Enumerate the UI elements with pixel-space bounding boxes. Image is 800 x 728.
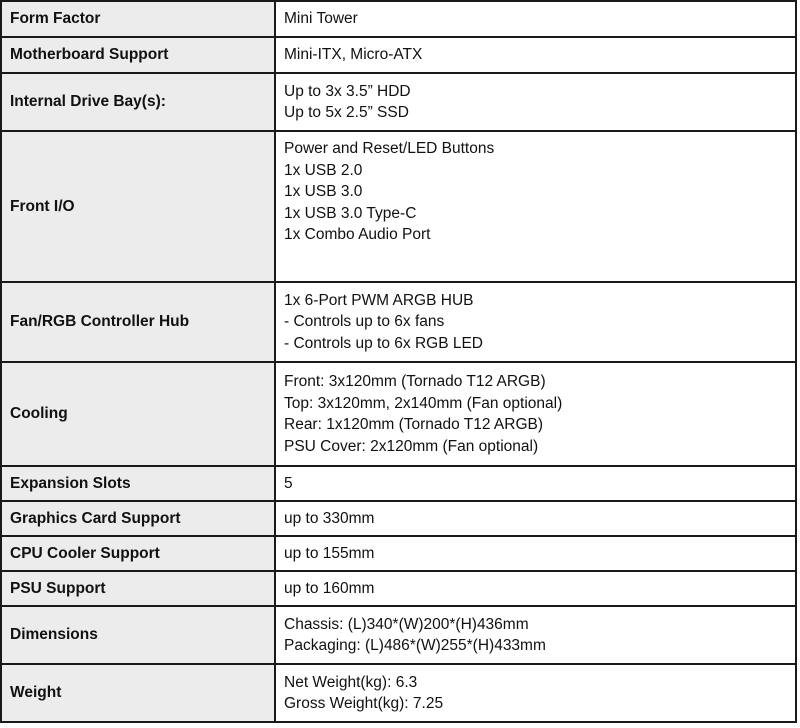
- spec-row-fan-rgb-controller-hub: [1, 282, 796, 362]
- spec-value-line: PSU Cover: 2x120mm (Fan optional): [284, 437, 539, 455]
- spec-row-graphics-card-support: [1, 501, 796, 536]
- spec-value: [275, 466, 796, 501]
- spec-value-line: Top: 3x120mm, 2x140mm (Fan optional): [284, 394, 563, 412]
- spec-value: [275, 1, 796, 37]
- spec-label: Cooling: [1, 362, 275, 466]
- spec-label: Form Factor: [1, 1, 275, 37]
- spec-row-front-io: [1, 131, 796, 282]
- spec-value-line: up to 160mm: [284, 579, 375, 597]
- spec-value-line: 5: [284, 474, 293, 492]
- spec-value: [275, 664, 796, 722]
- spec-value-line: 1x USB 3.0: [284, 183, 363, 200]
- spec-value-line: Up to 3x 3.5” HDD: [284, 82, 411, 100]
- spec-label: Weight: [1, 664, 275, 722]
- spec-value-line: Mini Tower: [284, 10, 358, 28]
- spec-value: [275, 37, 796, 73]
- spec-row-weight: [1, 664, 796, 722]
- spec-row-psu-support: [1, 571, 796, 606]
- spec-label: PSU Support: [1, 571, 275, 606]
- spec-label: Front I/O: [1, 131, 275, 282]
- spec-row-dimensions: [1, 606, 796, 664]
- spec-value-line: up to 155mm: [284, 544, 375, 562]
- spec-value-line: 1x USB 3.0 Type-C: [284, 204, 417, 222]
- spec-label: CPU Cooler Support: [1, 536, 275, 571]
- spec-value: [275, 606, 796, 664]
- spec-value-line: Rear: 1x120mm (Tornado T12 ARGB): [284, 416, 544, 433]
- spec-value: [275, 282, 796, 362]
- spec-label: Fan/RGB Controller Hub: [1, 282, 275, 362]
- spec-value-line: Net Weight(kg): 6.3: [284, 673, 418, 691]
- spec-value-line: Mini-ITX, Micro-ATX: [284, 46, 423, 64]
- spec-value-line: Power and Reset/LED Buttons: [284, 140, 495, 157]
- spec-label: Motherboard Support: [1, 37, 275, 73]
- spec-value-line: - Controls up to 6x RGB LED: [284, 334, 483, 352]
- spec-row-motherboard-support: [1, 37, 796, 73]
- spec-value: [275, 73, 796, 131]
- spec-value-line: - Controls up to 6x fans: [284, 313, 445, 331]
- spec-value-line: 1x USB 2.0: [284, 161, 363, 179]
- spec-value-line: up to 330mm: [284, 509, 375, 527]
- spec-label: Expansion Slots: [1, 466, 275, 501]
- spec-value-line: Chassis: (L)340*(W)200*(H)436mm: [284, 615, 529, 633]
- spec-row-cooling: [1, 362, 796, 466]
- spec-value-line: Front: 3x120mm (Tornado T12 ARGB): [284, 373, 546, 390]
- spec-value-line: Up to 5x 2.5” SSD: [284, 104, 409, 121]
- spec-value: [275, 571, 796, 606]
- spec-row-expansion-slots: [1, 466, 796, 501]
- spec-label: Internal Drive Bay(s):: [1, 73, 275, 131]
- spec-value: [275, 501, 796, 536]
- spec-value-line: 1x 6-Port PWM ARGB HUB: [284, 291, 474, 309]
- spec-label: Dimensions: [1, 606, 275, 664]
- spec-value: [275, 131, 796, 282]
- spec-row-form-factor: [1, 1, 796, 37]
- spec-value: [275, 536, 796, 571]
- spec-value-line: Packaging: (L)486*(W)255*(H)433mm: [284, 637, 546, 654]
- spec-row-cpu-cooler-support: [1, 536, 796, 571]
- spec-value-line: Gross Weight(kg): 7.25: [284, 695, 444, 712]
- spec-row-internal-drive-bays: [1, 73, 796, 131]
- spec-value-line: 1x Combo Audio Port: [284, 226, 431, 243]
- spec-value: [275, 362, 796, 466]
- spec-label: Graphics Card Support: [1, 501, 275, 536]
